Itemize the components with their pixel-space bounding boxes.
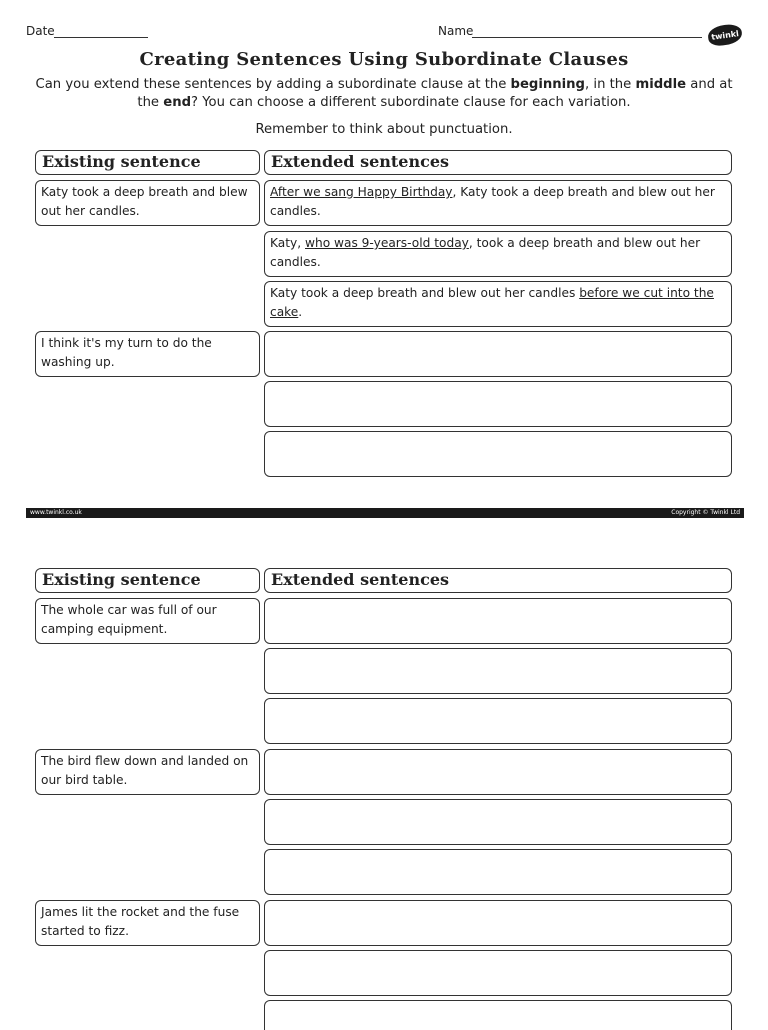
extended-sentence-cell[interactable]: [264, 231, 732, 277]
reminder-text: Remember to think about punctuation.: [255, 122, 513, 137]
subordinate-clause: After we sang Happy Birthday: [270, 185, 453, 199]
extended-sentence-input[interactable]: [264, 1000, 732, 1030]
existing-sentence-cell: I think it's my turn to do the washing up.: [35, 331, 260, 377]
twinkl-logo: twinkl: [707, 23, 743, 48]
extended-sentence-cell[interactable]: [264, 180, 732, 226]
existing-sentence-cell: The whole car was full of our camping equipment.: [35, 598, 260, 644]
extended-sentence-input[interactable]: [264, 698, 732, 744]
instructions: Can you extend these sentences by adding a subordinate clause at the beginning, in the middle and at the end? You can choose a different subordinate clause for each variation.: [35, 77, 733, 110]
extended-sentences-header: Extended sentences: [264, 150, 732, 175]
sentence-text: , took a deep breath and blew out her candles.: [270, 236, 701, 269]
extended-sentence-input[interactable]: [264, 799, 732, 845]
extended-sentence-input[interactable]: [264, 749, 732, 795]
extended-sentence-input[interactable]: [264, 598, 732, 644]
existing-sentence-cell: The bird flew down and landed on our bird table.: [35, 749, 260, 795]
sentence-text: Katy,: [270, 236, 305, 250]
name-field[interactable]: [472, 37, 702, 38]
sentence-text: Katy took a deep breath and blew out her candles: [270, 286, 580, 300]
subordinate-clause: before we cut into the cake: [270, 286, 714, 319]
extended-sentence-input[interactable]: [264, 331, 732, 377]
extended-sentences-header: Extended sentences: [264, 568, 732, 593]
extended-sentence-input[interactable]: [264, 849, 732, 895]
date-label: Date: [26, 24, 55, 38]
extended-sentence-input[interactable]: [264, 381, 732, 427]
date-field[interactable]: [54, 37, 148, 38]
subordinate-clause: who was 9-years-old today: [305, 236, 469, 250]
extended-sentence-input[interactable]: [264, 648, 732, 694]
name-label: Name: [438, 24, 474, 38]
existing-sentence-cell: Katy took a deep breath and blew out her candles.: [35, 180, 260, 226]
existing-sentence-header: Existing sentence: [35, 150, 260, 175]
sentence-text: , Katy took a deep breath and blew out her candles.: [270, 185, 715, 218]
footer-website: www.twinkl.co.uk: [30, 509, 82, 516]
extended-sentence-input[interactable]: [264, 900, 732, 946]
page-footer: [26, 508, 744, 518]
existing-sentence-cell: James lit the rocket and the fuse started to fizz.: [35, 900, 260, 946]
page-title: Creating Sentences Using Subordinate Clauses: [139, 49, 629, 70]
extended-sentence-input[interactable]: [264, 950, 732, 996]
existing-sentence-header: Existing sentence: [35, 568, 260, 593]
extended-sentence-cell[interactable]: [264, 281, 732, 327]
footer-copyright: Copyright © Twinkl Ltd: [671, 509, 740, 516]
sentence-text: .: [298, 304, 303, 319]
extended-sentence-input[interactable]: [264, 431, 732, 477]
